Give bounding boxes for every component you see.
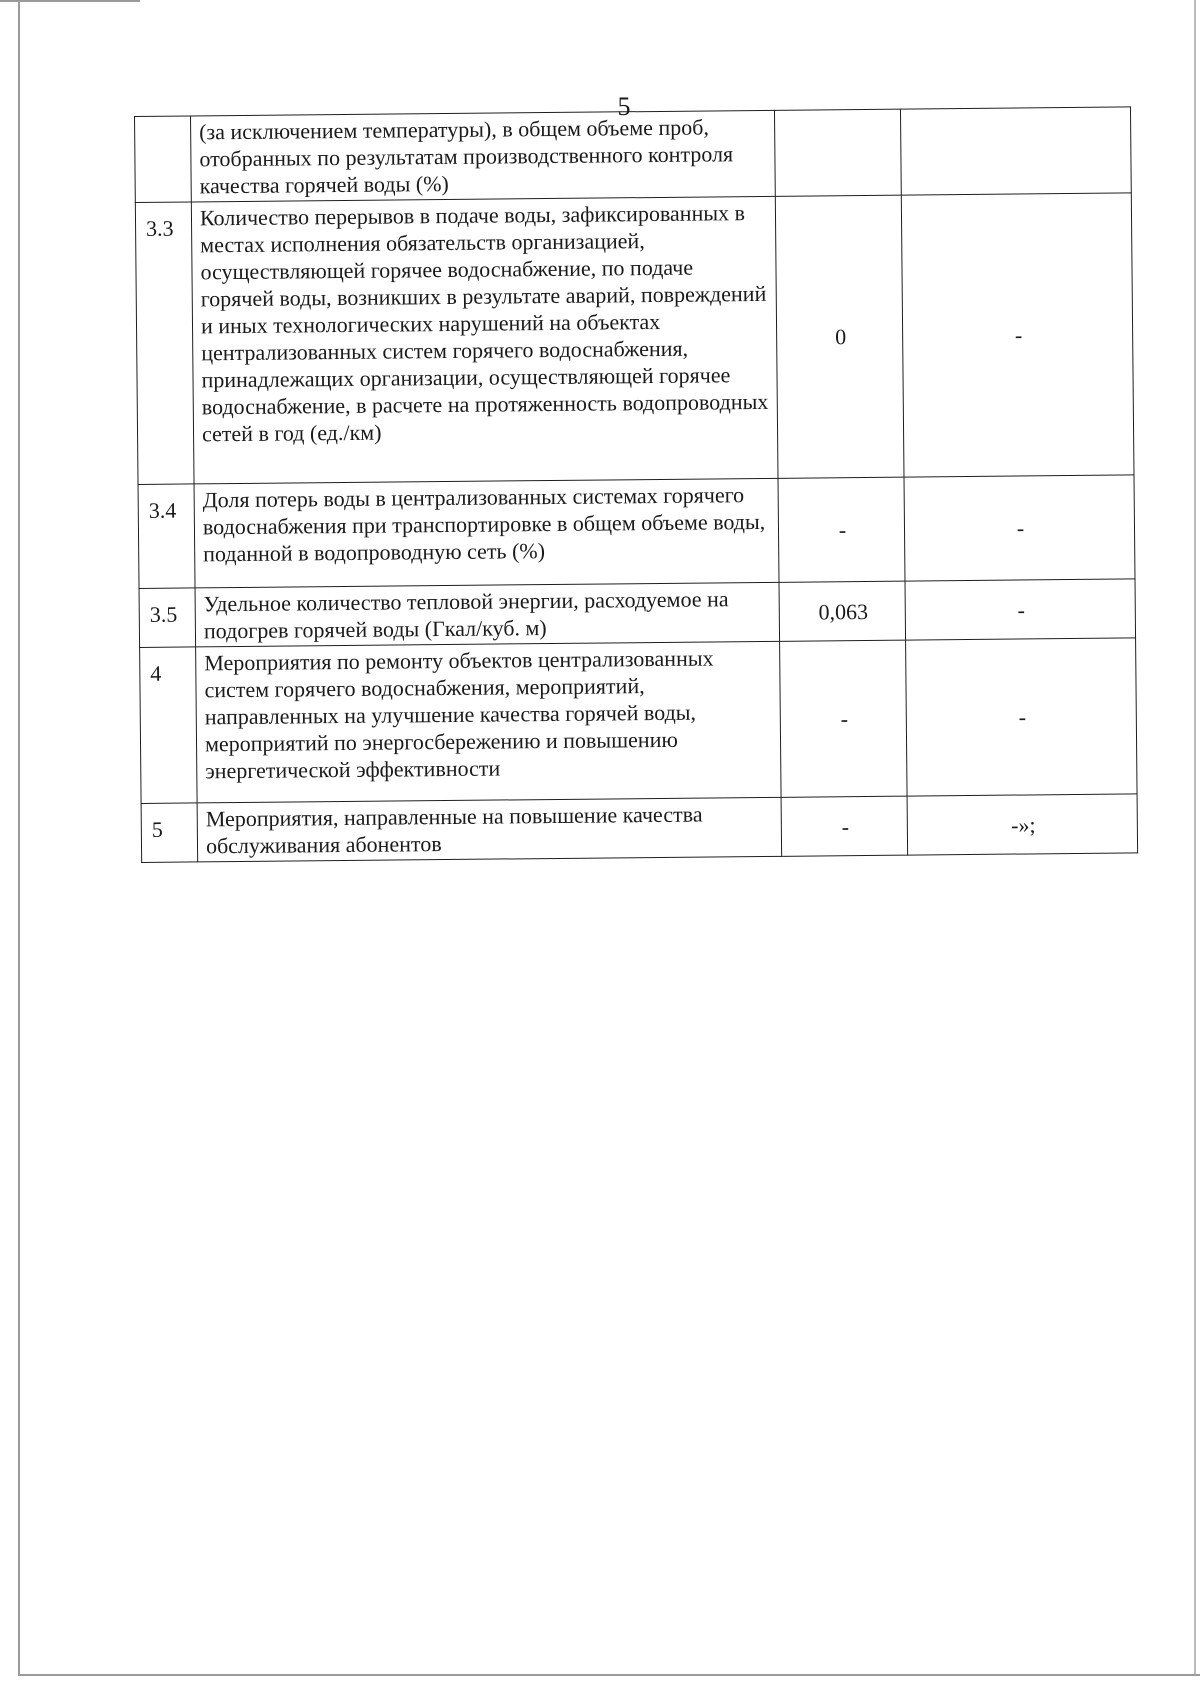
row-description: Мероприятия по ремонту объектов централизованных систем горячего водоснабжения, мероприятий, направленных на улучшение качества горячей воды, мероприятий по энергосбережению и повышению энергетической эффективности [196,641,781,803]
row-note: -»; [907,794,1138,855]
table-row [139,579,1136,648]
row-value [774,109,901,196]
scan-edge-right [1194,0,1196,1676]
row-note: - [905,579,1136,640]
row-number: 5 [141,803,198,863]
table-row [135,193,1134,485]
row-note: - [904,475,1135,581]
row-value: 0,063 [779,581,906,641]
row-value: - [780,640,907,797]
row-value: - [778,477,905,582]
row-note: - [901,193,1134,477]
row-value: 0 [775,195,904,478]
row-description: Доля потерь воды в централизованных системах горячего водоснабжения при транспортировке в общем объеме воды, поданной в водопроводную сеть (%) [194,478,779,588]
row-note [900,107,1131,195]
scan-edge-left [18,0,20,1676]
page-number: 5 [617,92,631,121]
row-note: - [906,638,1137,796]
row-number: 3.4 [138,484,195,589]
indicators-table [134,106,1138,863]
row-number: 4 [140,647,197,804]
scan-edge-bottom [18,1674,1200,1676]
row-description: Удельное количество тепловой энергии, расходуемое на подогрев горячей воды (Гкал/куб. м) [195,582,780,647]
scan-edge-top [0,0,140,2]
row-description: Мероприятия, направленные на повышение качества обслуживания абонентов [197,797,782,862]
row-value: - [781,796,908,856]
row-description: Количество перерывов в подаче воды, зафиксированных в местах исполнения обязательств организацией, осуществляющей горячее водоснабжение, по подаче горячей воды, возникших в результате аварий, повреждений и иных технологических нарушений на объектах централизованных систем горячего водоснабжения, принадлежащих организации, осуществляющей горячее водоснабжение, в расчете на протяженность водопроводных сетей в год (ед./км) [191,196,778,484]
row-number [135,116,192,203]
row-number: 3.5 [139,588,196,648]
table-row [140,638,1137,804]
row-description: (за исключением температуры), в общем объеме проб, отобранных по результатам производственного контроля качества горячей воды (%) [191,110,776,202]
row-number: 3.3 [135,202,194,485]
table-row [138,475,1135,589]
table-row [135,107,1132,203]
table-row [141,794,1138,863]
